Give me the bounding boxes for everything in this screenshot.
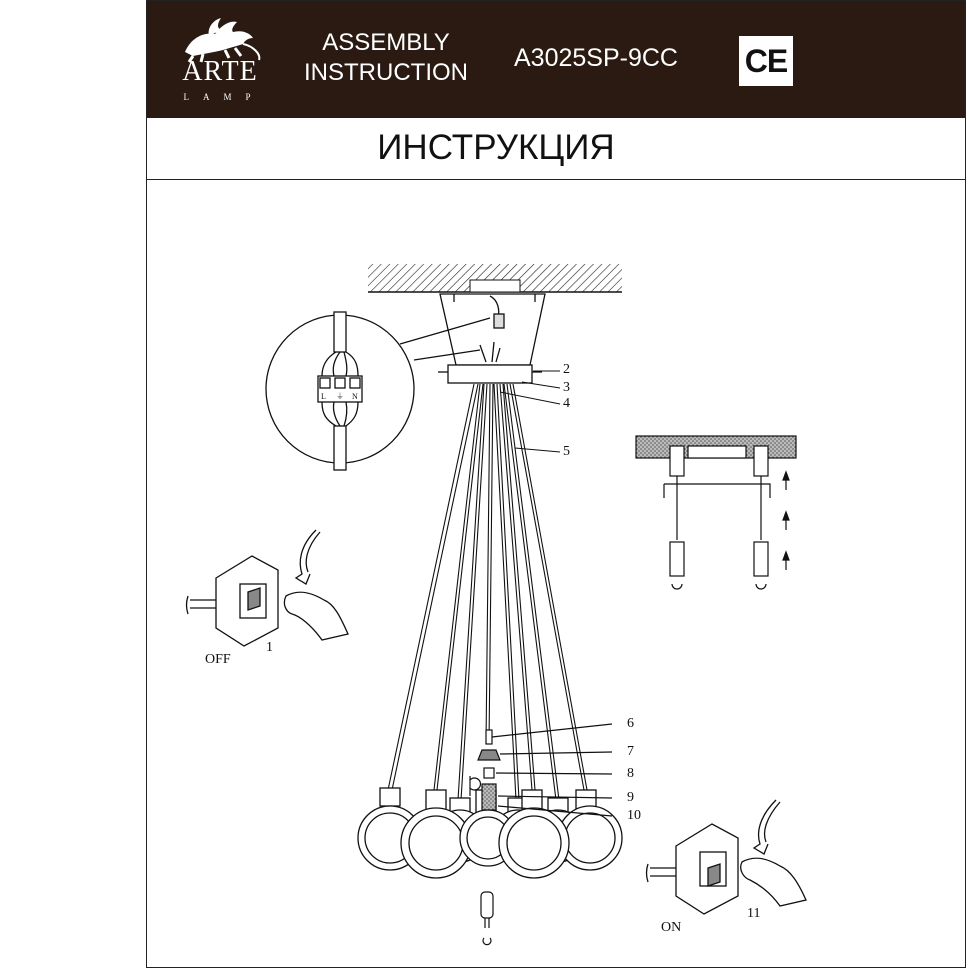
canopy xyxy=(438,294,545,383)
switch-on-diagram xyxy=(647,800,807,914)
switch-on-label: ON xyxy=(661,920,682,935)
page-subtitle: ИНСТРУКЦИЯ xyxy=(377,128,615,167)
part-number-4: 4 xyxy=(563,396,570,411)
part-number-2: 2 xyxy=(563,362,570,377)
mounting-detail xyxy=(636,436,796,589)
connector-letter-n: N xyxy=(352,392,358,401)
step-number-11: 11 xyxy=(747,906,761,921)
g9-bulb xyxy=(481,892,493,945)
part-number-10: 10 xyxy=(627,808,641,823)
brand-name: ARTE xyxy=(182,56,258,87)
ce-mark-icon: CE xyxy=(739,36,793,86)
switch-off-diagram xyxy=(187,530,349,646)
model-number: A3025SP-9CC xyxy=(514,44,678,72)
part-number-7: 7 xyxy=(627,744,634,759)
switch-off-label: OFF xyxy=(205,652,231,667)
connector-letter-l: L xyxy=(321,392,326,401)
step-number-1: 1 xyxy=(266,640,273,655)
part-number-8: 8 xyxy=(627,766,634,781)
ceiling xyxy=(368,264,622,292)
part-number-9: 9 xyxy=(627,790,634,805)
part-number-6: 6 xyxy=(627,716,634,731)
title-line-1: ASSEMBLY xyxy=(322,29,450,56)
connector-letter-ground: ⏚ xyxy=(336,392,344,401)
brand-subname: LAMP xyxy=(183,92,265,102)
part-number-3: 3 xyxy=(563,380,570,395)
part-number-5: 5 xyxy=(563,444,570,459)
title-line-2: INSTRUCTION xyxy=(304,59,468,86)
